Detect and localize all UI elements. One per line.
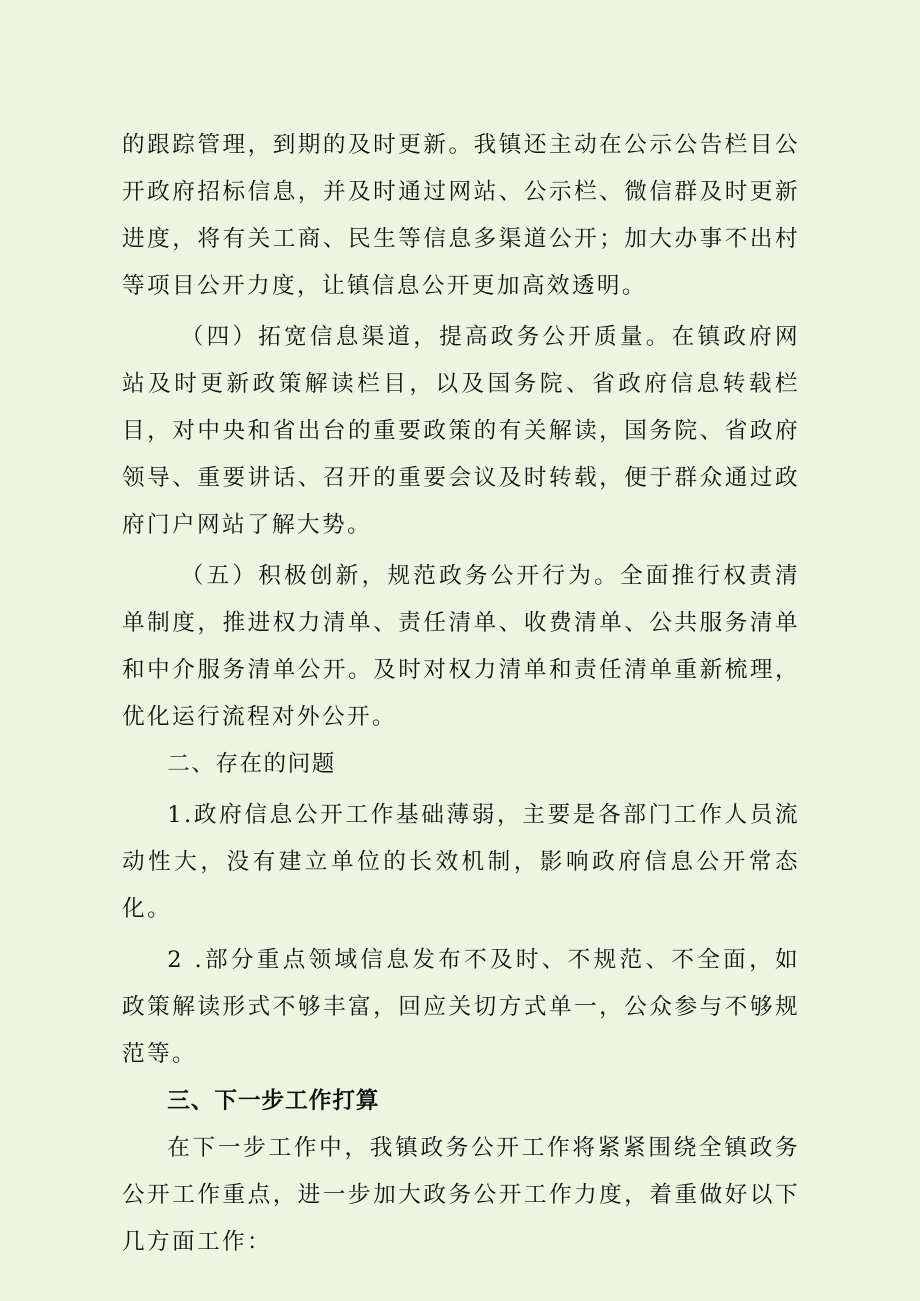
issue-item-1: 1.政府信息公开工作基础薄弱，主要是各部门工作人员流动性大，没有建立单位的长效机制，影响政府信息公开常态化。 [122, 802, 800, 922]
paragraph-item-five: （五）积极创新，规范政务公开行为。全面推行权责清单制度，推进权力清单、责任清单、收费清单、公共服务清单和中介服务清单公开。及时对权力清单和责任清单重新梳理，优化运行流程对外公开。 [122, 563, 800, 730]
paragraph-item-four: （四）拓宽信息渠道，提高政务公开质量。在镇政府网站及时更新政策解读栏目，以及国务院、省政府信息转载栏目，对中央和省出台的重要政策的有关解读，国务院、省政府领导、重要讲话、召开的重要会议及时转载，便于群众通过政府门户网站了解大势。 [122, 324, 800, 538]
section-two-heading: 二、存在的问题 [167, 751, 336, 777]
issue-item-2: 2 .部分重点领域信息发布不及时、不规范、不全面，如政策解读形式不够丰富，回应关切方式单一，公众参与不够规范等。 [122, 947, 800, 1067]
closing-paragraph: 在下一步工作中，我镇政务公开工作将紧紧围绕全镇政务公开工作重点，进一步加大政务公开工作力度，着重做好以下几方面工作： [122, 1135, 800, 1255]
paragraph-continuation: 的跟踪管理，到期的及时更新。我镇还主动在公示公告栏目公开政府招标信息，并及时通过网站、公示栏、微信群及时更新进度，将有关工商、民生等信息多渠道公开；加大办事不出村等项目公开力度，让镇信息公开更加高效透明。 [122, 132, 800, 299]
section-three-heading: 三、下一步工作打算 [167, 1088, 380, 1114]
